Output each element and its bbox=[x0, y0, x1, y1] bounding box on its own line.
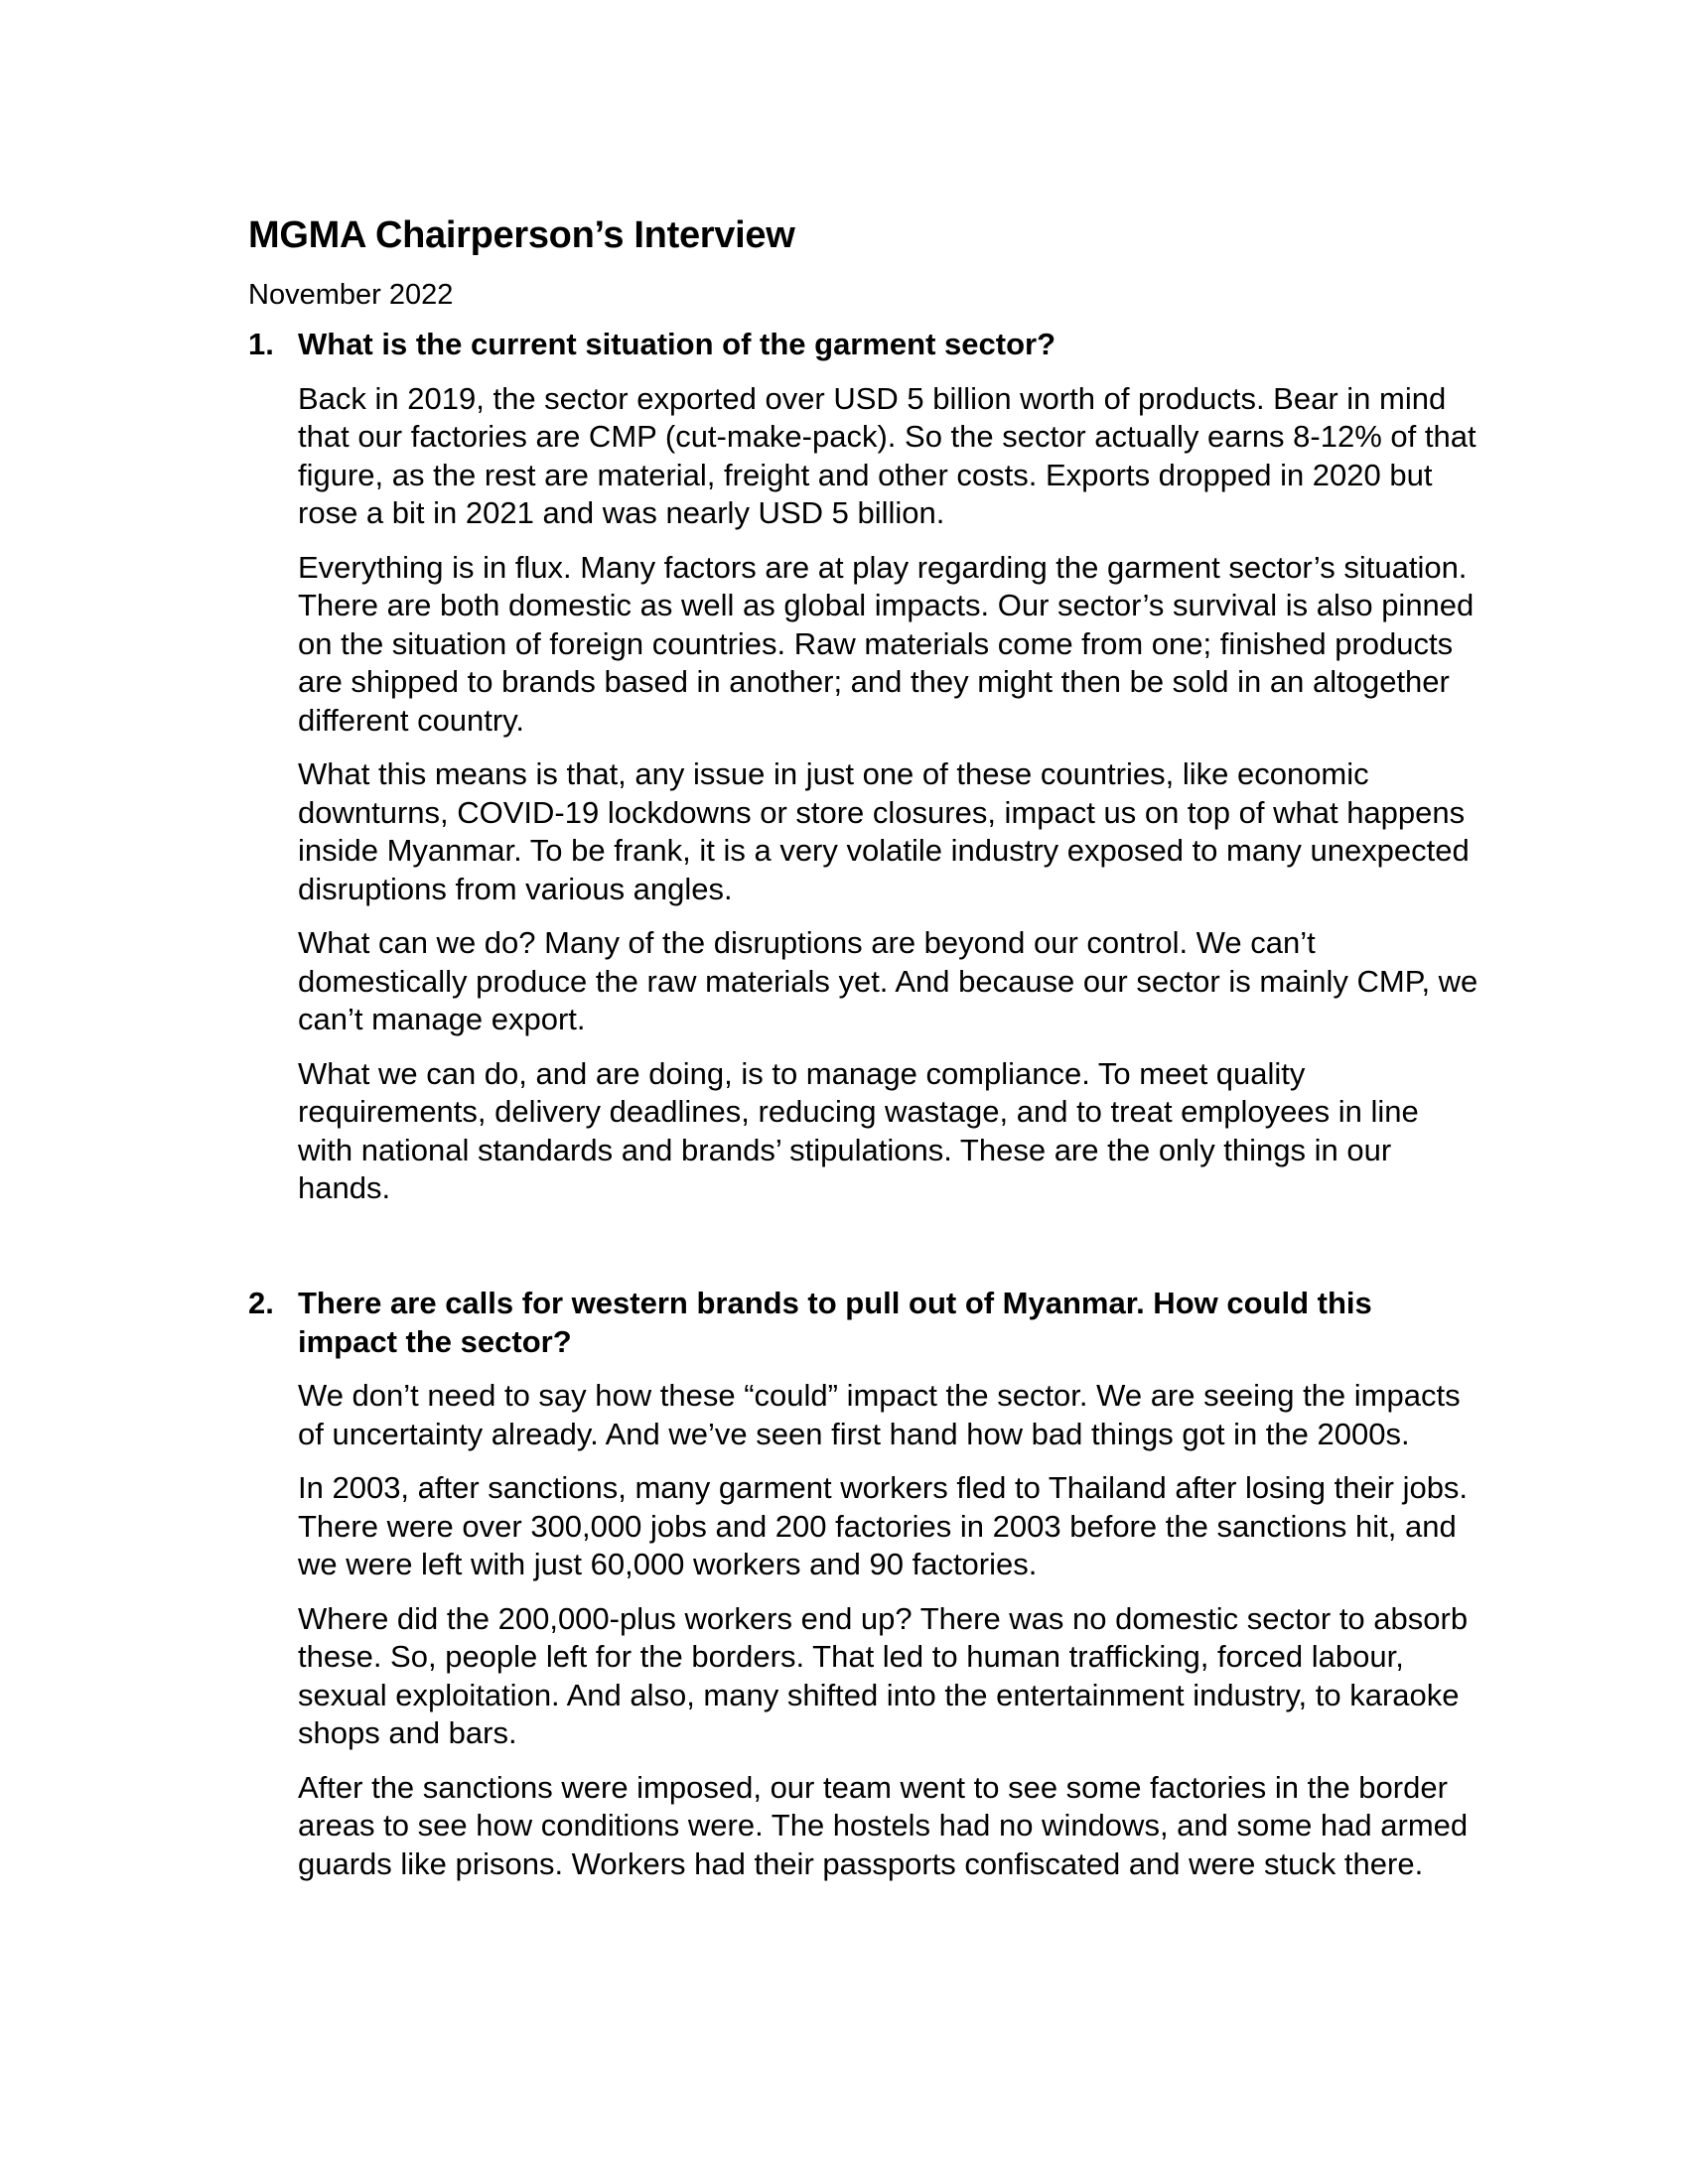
answer-paragraph: What this means is that, any issue in just one of these countries, like economic downturns, COVID-19 lockdowns or store closures, impact us on top of what happens inside Myanmar. To be frank, it is a very volatile industry exposed to many unexpected disruptions from various angles. bbox=[298, 756, 1470, 906]
answer-body bbox=[298, 1377, 1479, 1883]
answer-paragraph: After the sanctions were imposed, our team went to see some factories in the border areas to see how conditions were. The hostels had no windows, and some had armed guards like prisons. Workers had their passports confiscated and were stuck there. bbox=[298, 1769, 1469, 1881]
answer-paragraph: In 2003, after sanctions, many garment workers fled to Thailand after losing their jobs. There were over 300,000 jobs and 200 factories in 2003 before the sanctions hit, and we were left with just 60,000 workers and 90 factories. bbox=[298, 1470, 1469, 1581]
answer-paragraph: Everything is in flux. Many factors are at play regarding the garment sector’s situation. There are both domestic as well as global impacts. Our sector’s survival is also pinned on the situation of foreign countries. Raw materials come from one; finished products are shipped to brands based in another; and they might then be sold in an altogether different country. bbox=[298, 549, 1475, 738]
answer-body bbox=[298, 380, 1479, 1208]
question-text: There are calls for western brands to pull out of Myanmar. How could this impact the sector? bbox=[298, 1286, 1372, 1359]
question-heading bbox=[248, 326, 1479, 364]
answer-paragraph: What can we do? Many of the disruptions are beyond our control. We can’t domestically produce the raw materials yet. And because our sector is mainly CMP, we can’t manage export. bbox=[298, 925, 1478, 1036]
answer-paragraph: What we can do, and are doing, is to manage compliance. To meet quality requirements, delivery deadlines, reducing wastage, and to treat employees in line with national standards and brands’ stipulations. These are the only things in our hands. bbox=[298, 1055, 1419, 1205]
document-date: November 2022 bbox=[248, 279, 454, 311]
answer-paragraph: We don’t need to say how these “could” impact the sector. We are seeing the impacts of uncertainty already. And we’ve seen first hand how bad things got in the 2000s. bbox=[298, 1378, 1461, 1451]
question-heading bbox=[248, 1285, 1479, 1361]
question-text: What is the current situation of the garment sector? bbox=[298, 327, 1056, 361]
answer-paragraph: Back in 2019, the sector exported over USD 5 billion worth of products. Bear in mind that our factories are CMP (cut-make-pack). So the sector actually earns 8-12% of that figure, as the rest are material, freight and other costs. Exports dropped in 2020 but rose a bit in 2021 and was nearly USD 5 billion. bbox=[298, 380, 1477, 530]
question-section-2 bbox=[248, 1285, 1479, 1883]
answer-paragraph: Where did the 200,000-plus workers end up? There was no domestic sector to absorb these. So, people left for the borders. That led to human trafficking, forced labour, sexual exploitation. And also, many shifted into the entertainment industry, to karaoke shops and bars. bbox=[298, 1600, 1469, 1750]
question-section-1 bbox=[248, 326, 1479, 1208]
document-title: MGMA Chairperson’s Interview bbox=[248, 214, 795, 256]
question-number: 1. bbox=[248, 327, 274, 361]
question-number: 2. bbox=[248, 1286, 274, 1320]
